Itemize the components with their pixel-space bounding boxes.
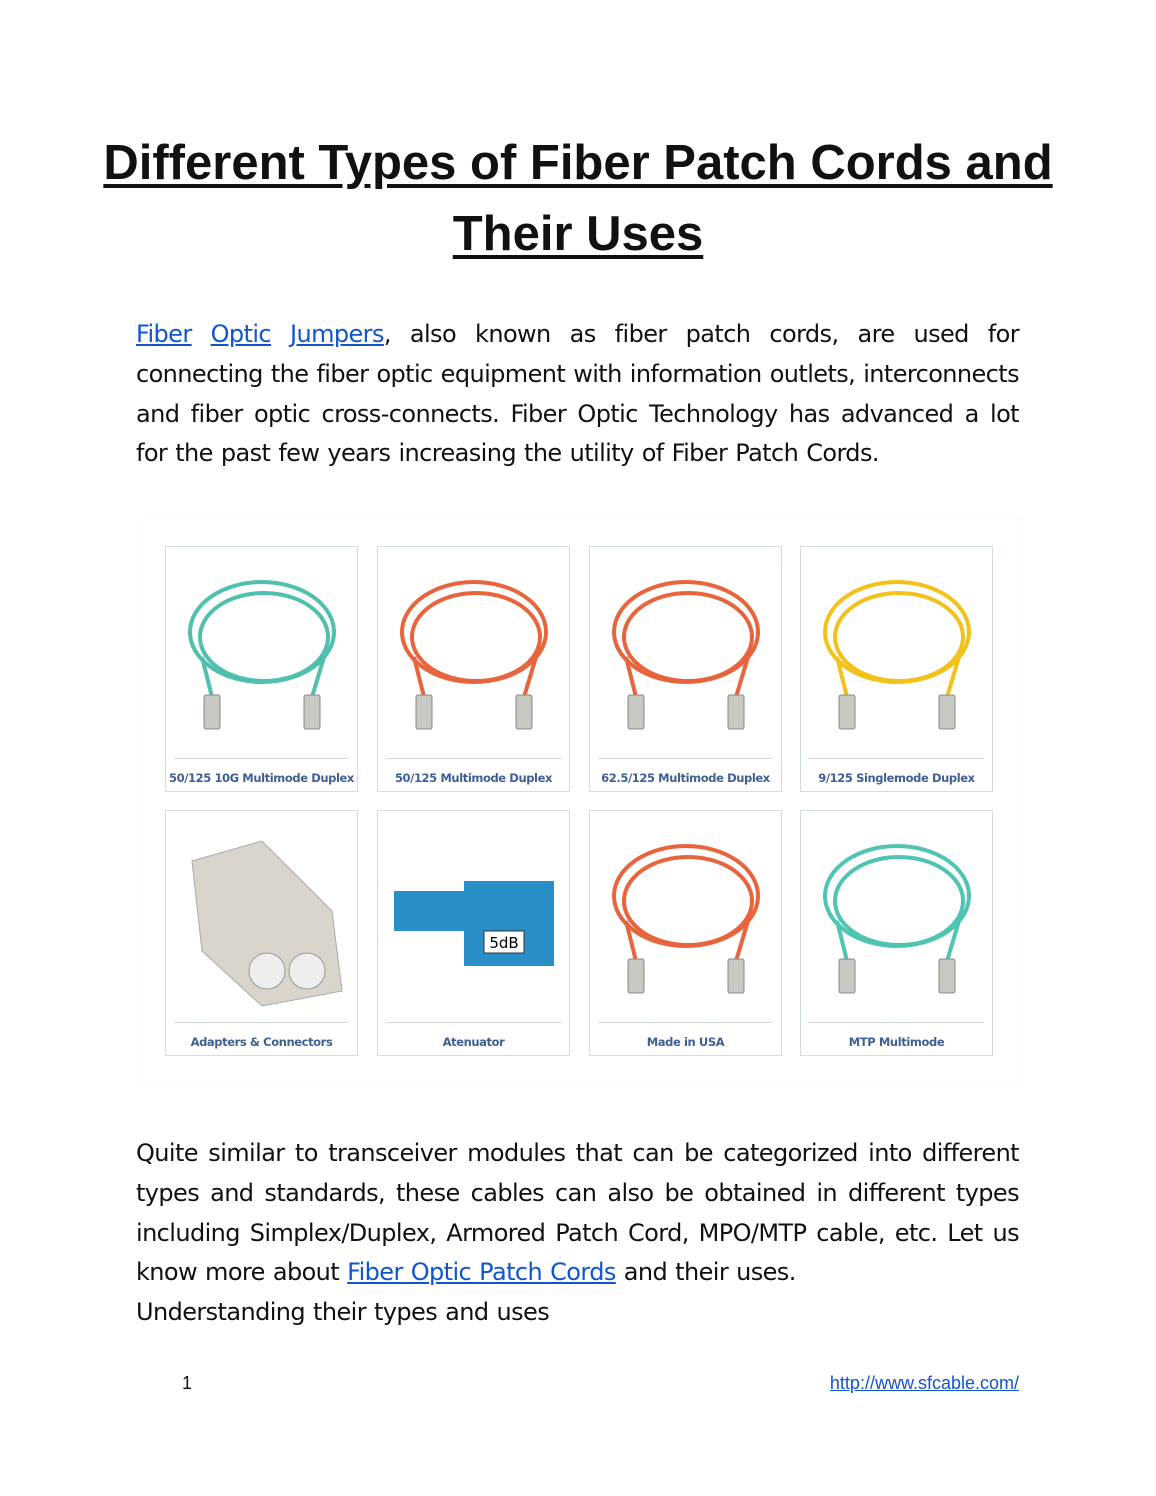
product-caption[interactable]: Atenuator bbox=[442, 1035, 505, 1049]
product-card[interactable] bbox=[800, 546, 993, 792]
card-divider bbox=[174, 758, 349, 759]
patch-cord-image bbox=[596, 557, 777, 752]
fiber-link[interactable]: Fiber bbox=[136, 320, 192, 348]
product-card[interactable] bbox=[377, 810, 570, 1056]
patch-cord-image bbox=[807, 557, 988, 752]
product-caption[interactable]: Made in USA bbox=[646, 1035, 725, 1049]
card-divider bbox=[598, 1022, 773, 1023]
footer-url-link[interactable]: http://www.sfcable.com/ bbox=[829, 1373, 1019, 1393]
product-caption[interactable]: Adapters & Connectors bbox=[190, 1035, 333, 1049]
adapter-image bbox=[172, 821, 353, 1016]
product-card[interactable] bbox=[800, 810, 993, 1056]
card-divider bbox=[598, 758, 773, 759]
product-caption[interactable]: MTP Multimode bbox=[848, 1035, 945, 1049]
fiber-optic-patch-cords-link[interactable]: Fiber Optic Patch Cords bbox=[347, 1258, 616, 1287]
card-divider bbox=[809, 1022, 984, 1023]
jumpers-link[interactable]: Jumpers bbox=[290, 320, 384, 348]
intro-text: , also known as fiber patch cords, are used for connecting the fiber optic equipment with information outlets, interconnects and fiber optic cross-connects. Fiber Optic Technology has advanced a lot for the past few years increasing the utility of Fiber Patch Cords. bbox=[136, 320, 1019, 468]
patch-cord-image bbox=[172, 557, 353, 752]
section-heading: Understanding their types and uses bbox=[136, 1298, 550, 1327]
page-number: 1 bbox=[182, 1373, 193, 1393]
body-text bbox=[136, 1134, 1019, 1293]
product-card[interactable] bbox=[377, 546, 570, 792]
patch-cord-image bbox=[596, 821, 777, 1016]
product-caption[interactable]: 62.5/125 Multimode Duplex bbox=[601, 771, 770, 785]
card-divider bbox=[386, 1022, 561, 1023]
card-divider bbox=[386, 758, 561, 759]
product-card[interactable] bbox=[589, 546, 782, 792]
product-card[interactable] bbox=[165, 546, 358, 792]
patch-cord-image bbox=[384, 557, 565, 752]
product-caption[interactable]: 50/125 Multimode Duplex bbox=[394, 771, 553, 785]
attenuator-image bbox=[384, 821, 565, 1016]
body-text-after: and their uses. bbox=[615, 1258, 796, 1287]
body-paragraph bbox=[136, 1134, 1019, 1333]
svg-text:5dB: 5dB bbox=[489, 934, 519, 952]
product-caption[interactable]: 50/125 10G Multimode Duplex bbox=[169, 771, 354, 785]
optic-link[interactable]: Optic bbox=[210, 320, 272, 348]
product-caption[interactable]: 9/125 Singlemode Duplex bbox=[818, 771, 975, 785]
patch-cord-image bbox=[807, 821, 988, 1016]
card-divider bbox=[809, 758, 984, 759]
card-divider bbox=[174, 1022, 349, 1023]
product-grid bbox=[143, 518, 1021, 1086]
product-card[interactable] bbox=[165, 810, 358, 1056]
body-text-before: Quite similar to transceiver modules that can be categorized into different types and standards, these cables can also be obtained in different types including Simplex/Duplex, Armored Patch Cord, MPO/MTP cable, etc. Let us know more about bbox=[136, 1139, 1019, 1287]
page-title: Different Types of Fiber Patch Cords and Their Uses bbox=[103, 136, 1053, 261]
product-card[interactable] bbox=[589, 810, 782, 1056]
intro-paragraph bbox=[136, 315, 1019, 474]
